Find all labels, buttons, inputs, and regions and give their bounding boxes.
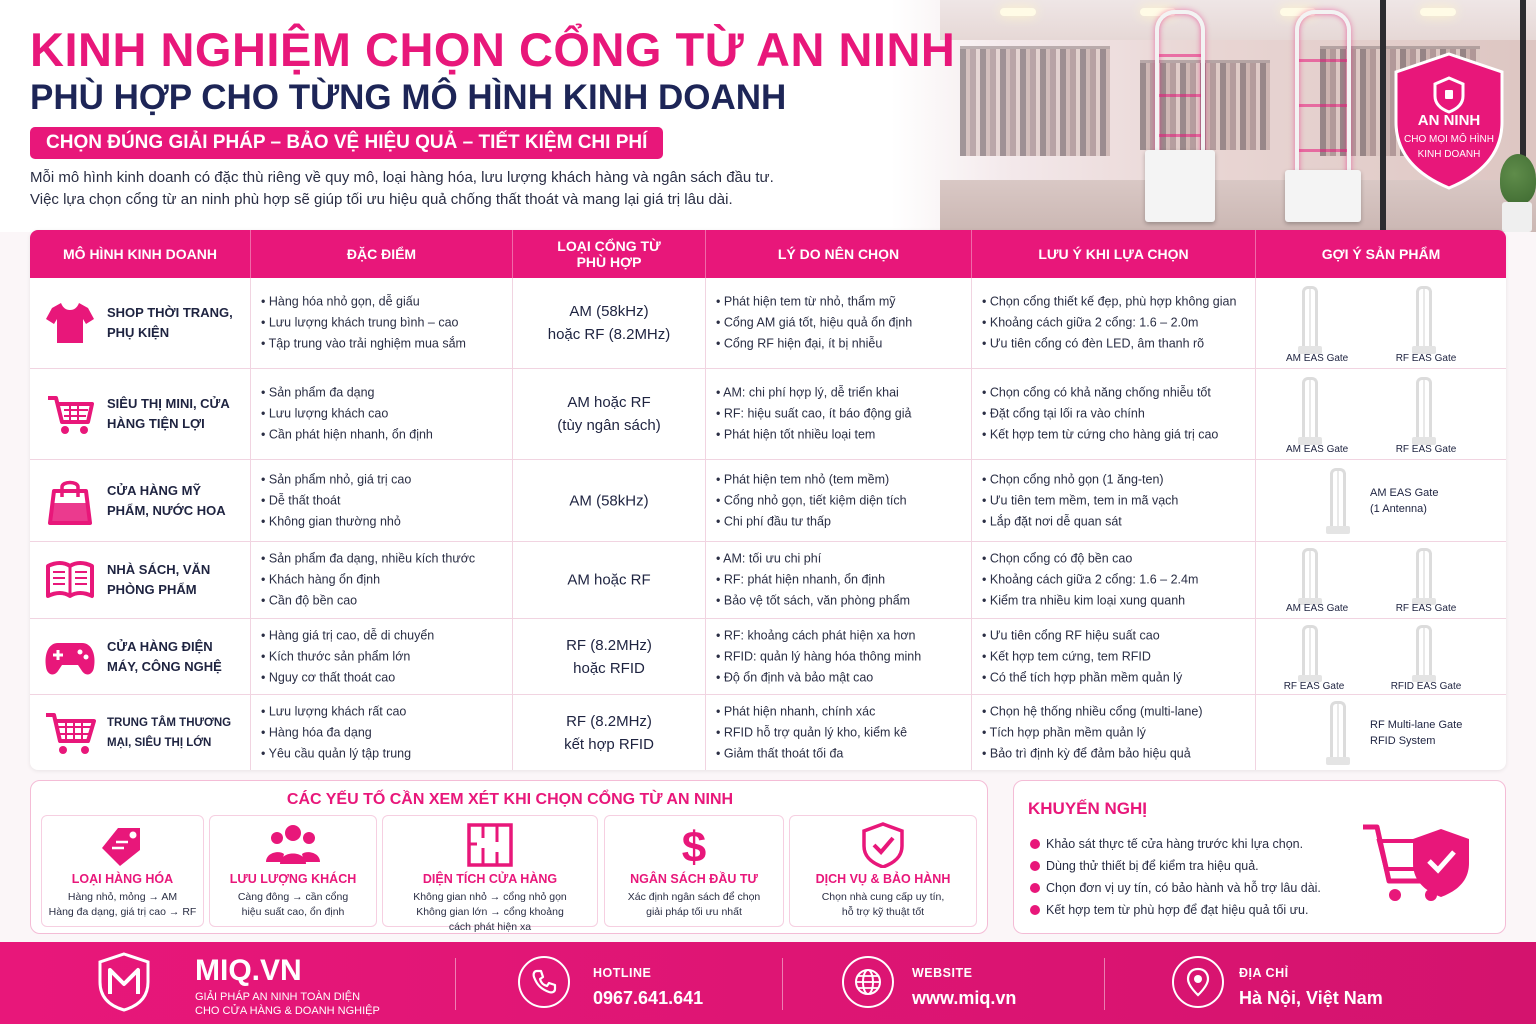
model-name: CỬA HÀNG MỸ PHẨM, NƯỚC HOA bbox=[107, 482, 226, 518]
model-name: TRUNG TÂM THƯƠNG MẠI, SIÊU THỊ LỚN bbox=[107, 716, 232, 749]
page-title: KINH NGHIỆM CHỌN CỔNG TỪ AN NINH bbox=[30, 23, 956, 76]
brand-logo-icon bbox=[96, 952, 152, 1012]
th-notes: LƯU Ý KHI LỰA CHỌN bbox=[972, 230, 1256, 278]
intro-text: Mỗi mô hình kinh doanh có đặc thù riêng về quy mô, loại hàng hóa, lưu lượng khách hàng và ngân sách đầu tư. Việc lựa chọn cổng từ an ninh phù hợp sẽ giúp tối ưu hiệu quả chống thất thoát và mang lại giá trị lâu dài. bbox=[30, 169, 774, 208]
gate-type: RF (8.2MHz) kết hợp RFID bbox=[564, 712, 654, 753]
brand-name: MIQ.VN bbox=[195, 954, 302, 987]
features-list: • Hàng hóa nhỏ gọn, dễ giấu • Lưu lượng khách trung bình – cao • Tập trung vào trải nghiệm mua sắm bbox=[261, 292, 506, 355]
notes-list: • Chọn cổng nhỏ gọn (1 ăng-ten) • Ưu tiên tem mềm, tem in mã vạch • Lắp đặt nơi dễ quan sát bbox=[982, 469, 1249, 532]
product-suggestion bbox=[1256, 695, 1506, 770]
shopping-bag-icon bbox=[44, 477, 96, 525]
gate-type: AM (58kHz) hoặc RF (8.2MHz) bbox=[547, 303, 671, 343]
features-list: • Sản phẩm nhỏ, giá trị cao • Dễ thất thoát • Không gian thường nhỏ bbox=[261, 469, 506, 532]
table-row bbox=[30, 460, 1506, 542]
product-label: RF EAS Gate bbox=[1395, 444, 1457, 455]
gate-type: AM hoặc RF (tùy ngân sách) bbox=[557, 394, 661, 434]
model-name: CỬA HÀNG ĐIỆN MÁY, CÔNG NGHỆ bbox=[107, 638, 222, 674]
page-subtitle: PHÙ HỢP CHO TỪNG MÔ HÌNH KINH DOANH bbox=[30, 78, 787, 117]
product-label: AM EAS Gate bbox=[1286, 603, 1349, 614]
reasons-list: • Phát hiện tem nhỏ (tem mềm) • Cổng nhỏ gọn, tiết kiệm diện tích • Chi phí đầu tư thấp bbox=[716, 469, 965, 532]
table-header bbox=[30, 230, 1506, 278]
product-label: RF EAS Gate bbox=[1283, 681, 1345, 692]
factor-card: DIỆN TÍCH CỬA HÀNG Không gian nhỏ → cổng nhỏ gọn Không gian lớn → cổng khoảng cách phát hiện xa bbox=[382, 815, 598, 927]
gamepad-icon bbox=[44, 633, 96, 681]
recommendation-list: Khảo sát thực tế cửa hàng trước khi lựa chọn. Dùng thử thiết bị để kiểm tra hiệu quả. Chọn đơn vị uy tín, có bảo hành và hỗ trợ lâu dài. Kết hợp tem từ phù hợp để đạt hiệu quả tối ưu. bbox=[1030, 833, 1321, 921]
factors-title: CÁC YẾU TỐ CẦN XEM XÉT KHI CHỌN CỔNG TỪ AN NINH bbox=[286, 791, 734, 808]
product-suggestion bbox=[1256, 278, 1506, 368]
features-list: • Lưu lượng khách rất cao • Hàng hóa đa dạng • Yêu cầu quản lý tập trung bbox=[261, 701, 506, 764]
product-suggestion bbox=[1256, 369, 1506, 459]
reasons-list: • AM: tối ưu chi phí • RF: phát hiện nhanh, ổn định • Bảo vệ tốt sách, văn phòng phẩm bbox=[716, 549, 965, 612]
reasons-list: • AM: chi phí hợp lý, dễ triển khai • RF: hiệu suất cao, ít báo động giả • Phát hiện tốt nhiều loại tem bbox=[716, 383, 965, 446]
notes-list: • Chọn cổng có độ bền cao • Khoảng cách giữa 2 cổng: 1.6 – 2.4m • Kiểm tra nhiều kim loại xung quanh bbox=[982, 549, 1249, 612]
factor-card: LOẠI HÀNG HÓA Hàng nhỏ, mỏng → AM Hàng đa dạng, giá trị cao → RF bbox=[41, 815, 204, 927]
model-name: SHOP THỜI TRANG, PHỤ KIỆN bbox=[107, 305, 233, 340]
hotline-number[interactable]: 0967.641.641 bbox=[593, 988, 704, 1008]
cart-icon bbox=[44, 390, 96, 438]
product-label: AM EAS Gate bbox=[1286, 444, 1349, 455]
th-gate-type: LOẠI CỔNG TỪ PHÙ HỢP bbox=[513, 230, 706, 278]
product-label: RF EAS Gate bbox=[1395, 353, 1457, 364]
notes-list: • Chọn hệ thống nhiều cổng (multi-lane) • Tích hợp phần mềm quản lý • Bảo trì định kỳ để đảm bảo hiệu quả bbox=[982, 701, 1249, 764]
book-icon bbox=[44, 556, 96, 604]
reasons-list: • Phát hiện nhanh, chính xác • RFID hỗ trợ quản lý kho, kiểm kê • Giảm thất thoát tối đa bbox=[716, 701, 965, 764]
gate-type: AM hoặc RF bbox=[567, 571, 651, 589]
floor-plan-icon bbox=[463, 822, 517, 868]
svg-text:$: $ bbox=[681, 823, 707, 868]
factors-panel bbox=[30, 780, 988, 934]
security-badge: AN NINH CHO MỌI MÔ HÌNH KINH DOANH bbox=[1392, 52, 1506, 190]
recommendation-panel bbox=[1013, 780, 1506, 934]
gate-type: AM (58kHz) bbox=[569, 492, 649, 509]
notes-list: • Chọn cổng có khả năng chống nhiễu tốt • Đặt cổng tại lối ra vào chính • Kết hợp tem từ cứng cho hàng giá trị cao bbox=[982, 383, 1249, 446]
model-name: SIÊU THỊ MINI, CỬA HÀNG TIỆN LỢI bbox=[107, 396, 230, 431]
product-label: AM EAS Gate bbox=[1286, 353, 1349, 364]
product-suggestion bbox=[1256, 542, 1506, 618]
factor-card: DỊCH VỤ & BẢO HÀNH Chọn nhà cung cấp uy tín, hỗ trợ kỹ thuật tốt bbox=[789, 815, 977, 927]
product-suggestion bbox=[1256, 460, 1506, 541]
notes-list: • Ưu tiên cổng RF hiệu suất cao • Kết hợp tem cứng, tem RFID • Có thể tích hợp phần mềm quản lý bbox=[982, 625, 1249, 688]
reasons-list: • RF: khoảng cách phát hiện xa hơn • RFID: quản lý hàng hóa thông minh • Độ ổn định và bảo mật cao bbox=[716, 625, 965, 688]
address-value: Hà Nội, Việt Nam bbox=[1239, 988, 1383, 1008]
table-row bbox=[30, 695, 1506, 770]
phone-icon[interactable] bbox=[518, 956, 570, 1008]
people-icon bbox=[266, 822, 320, 868]
tagline-banner: CHỌN ĐÚNG GIẢI PHÁP – BẢO VỆ HIỆU QUẢ – TIẾT KIỆM CHI PHÍ bbox=[30, 127, 663, 159]
recommendation-title: KHUYẾN NGHỊ bbox=[1028, 799, 1148, 818]
product-label: RF Multi-lane Gate RFID System bbox=[1370, 719, 1463, 747]
notes-list: • Chọn cổng thiết kế đẹp, phù hợp không gian • Khoảng cách giữa 2 cổng: 1.6 – 2.0m • Ưu tiên cổng có đèn LED, âm thanh rõ bbox=[982, 292, 1249, 355]
factor-card: LƯU LƯỢNG KHÁCH Càng đông → cần cổng hiệu suất cao, ổn định bbox=[209, 815, 377, 927]
table-row bbox=[30, 542, 1506, 619]
product-suggestion bbox=[1256, 619, 1506, 694]
table-row bbox=[30, 619, 1506, 695]
reasons-list: • Phát hiện tem từ nhỏ, thẩm mỹ • Cổng AM giá tốt, hiệu quả ổn định • Cổng RF hiện đại, ít bị nhiễu bbox=[716, 292, 965, 355]
shield-check-icon bbox=[856, 822, 910, 868]
tshirt-icon bbox=[44, 299, 96, 347]
product-label: AM EAS Gate (1 Antenna) bbox=[1370, 487, 1439, 515]
price-tag-icon bbox=[96, 822, 150, 868]
globe-icon[interactable] bbox=[842, 956, 894, 1008]
website-link[interactable]: www.miq.vn bbox=[912, 988, 1017, 1008]
th-model: MÔ HÌNH KINH DOANH bbox=[30, 230, 251, 278]
features-list: • Sản phẩm đa dạng • Lưu lượng khách cao • Cần phát hiện nhanh, ổn định bbox=[261, 383, 506, 446]
footer bbox=[0, 942, 1536, 1024]
th-reasons: LÝ DO NÊN CHỌN bbox=[706, 230, 972, 278]
th-features: ĐẶC ĐIỂM bbox=[251, 230, 513, 278]
features-list: • Hàng giá trị cao, dễ di chuyển • Kích thước sản phẩm lớn • Nguy cơ thất thoát cao bbox=[261, 625, 506, 688]
website-label: WEBSITE bbox=[912, 966, 973, 980]
th-products: GỢI Ý SẢN PHẨM bbox=[1321, 246, 1441, 262]
features-list: • Sản phẩm đa dạng, nhiều kích thước • Khách hàng ổn định • Cần độ bền cao bbox=[261, 549, 506, 612]
product-label: RF EAS Gate bbox=[1395, 603, 1457, 614]
gate-type: RF (8.2MHz) hoặc RFID bbox=[566, 636, 652, 677]
product-label: RFID EAS Gate bbox=[1390, 681, 1462, 692]
address-label: ĐỊA CHỈ bbox=[1239, 966, 1289, 980]
model-name: NHÀ SÁCH, VĂN PHÒNG PHẨM bbox=[107, 562, 211, 597]
large-cart-icon bbox=[44, 709, 96, 757]
hotline-label: HOTLINE bbox=[593, 966, 652, 980]
comparison-table bbox=[30, 230, 1506, 770]
brand-tagline: GIẢI PHÁP AN NINH TOÀN DIỆN CHO CỬA HÀNG & DOANH NGHIỆP bbox=[195, 991, 380, 1017]
table-row bbox=[30, 278, 1506, 369]
table-row bbox=[30, 369, 1506, 460]
location-pin-icon bbox=[1172, 956, 1224, 1008]
factor-card: $ NGÂN SÁCH ĐẦU TƯ Xác định ngân sách để chọn giải pháp tối ưu nhất bbox=[604, 815, 784, 927]
cart-shield-icon bbox=[1359, 819, 1479, 909]
dollar-icon bbox=[667, 822, 721, 868]
